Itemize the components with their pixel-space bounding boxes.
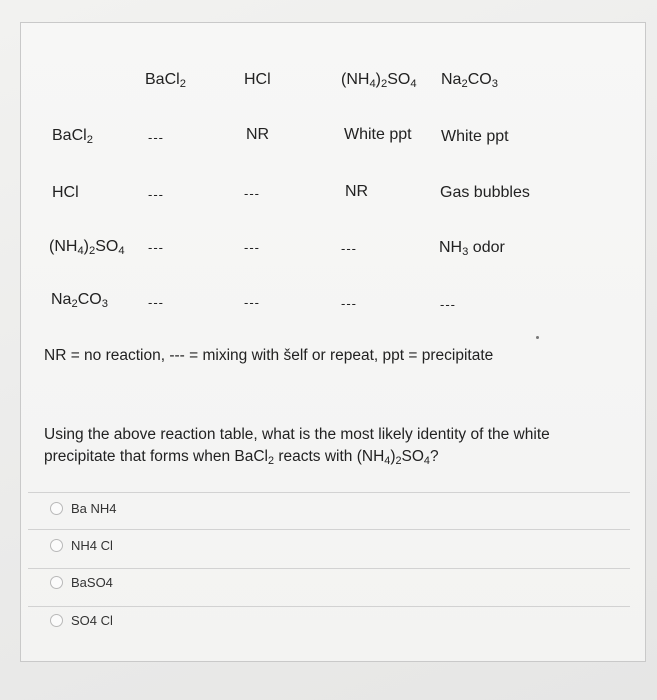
- option-label: NH4 Cl: [71, 537, 113, 553]
- cell-r4-c3: ---: [341, 296, 357, 311]
- cell-r2-c2: ---: [244, 186, 260, 201]
- col-header-nh4-2so4: $(NH_4)_2SO_4$: [341, 71, 417, 90]
- cell-r1-c2: NR: [246, 126, 270, 143]
- option-baso4[interactable]: [50, 572, 113, 592]
- option-label: Ba NH4: [71, 500, 117, 516]
- cell-r1-c1: ---: [148, 130, 164, 145]
- cell-r1-c3: White ppt: [344, 126, 412, 143]
- divider: [28, 529, 630, 530]
- divider: [28, 492, 630, 493]
- cell-r3-c2: ---: [244, 240, 260, 255]
- row-header-bacl2: BaCl$_2$: [52, 127, 93, 146]
- cell-r3-c1: ---: [148, 240, 164, 255]
- cell-r3-c3: ---: [341, 241, 357, 256]
- divider: [28, 568, 630, 569]
- option-nh4-cl[interactable]: [50, 535, 113, 555]
- cell-r4-c2: ---: [244, 295, 260, 310]
- question-text: Using the above reaction table, what is the most likely identity of the white precipitate that forms when BaCl$_2$ reacts with $(NH_4)_2SO_4$?: [44, 426, 550, 467]
- question-card: [20, 22, 646, 662]
- option-ba-nh4[interactable]: [50, 498, 117, 518]
- row-header-na2co3: $Na_2CO_3$: [51, 291, 108, 310]
- cell-r4-c1: ---: [148, 295, 164, 310]
- col-header-bacl2: BaCl$_2$: [145, 71, 186, 90]
- cell-r2-c3: NR: [345, 183, 369, 200]
- option-label: SO4 Cl: [71, 612, 113, 628]
- radio-button[interactable]: [50, 502, 63, 515]
- cell-r3-c4: $NH_3$ odor: [439, 239, 505, 258]
- cell-r4-c4: ---: [440, 297, 456, 312]
- row-header-hcl: HCl: [52, 184, 79, 201]
- radio-button[interactable]: [50, 614, 63, 627]
- row-header-nh4-2so4: $(NH_4)_2SO_4$: [49, 238, 125, 257]
- legend: NR = no reaction, --- = mixing with šelf or repeat, ppt = precipitate: [44, 347, 494, 364]
- divider: [28, 606, 630, 607]
- cell-r2-c1: ---: [148, 187, 164, 202]
- cell-r1-c4: White ppt: [441, 128, 509, 145]
- speck: [536, 336, 539, 339]
- col-header-hcl: HCl: [244, 71, 271, 88]
- col-header-na2co3: $Na_2CO_3$: [441, 71, 498, 90]
- option-label: BaSO4: [71, 574, 113, 590]
- radio-button[interactable]: [50, 539, 63, 552]
- cell-r2-c4: Gas bubbles: [440, 184, 530, 201]
- option-so4-cl[interactable]: [50, 610, 113, 630]
- radio-button[interactable]: [50, 576, 63, 589]
